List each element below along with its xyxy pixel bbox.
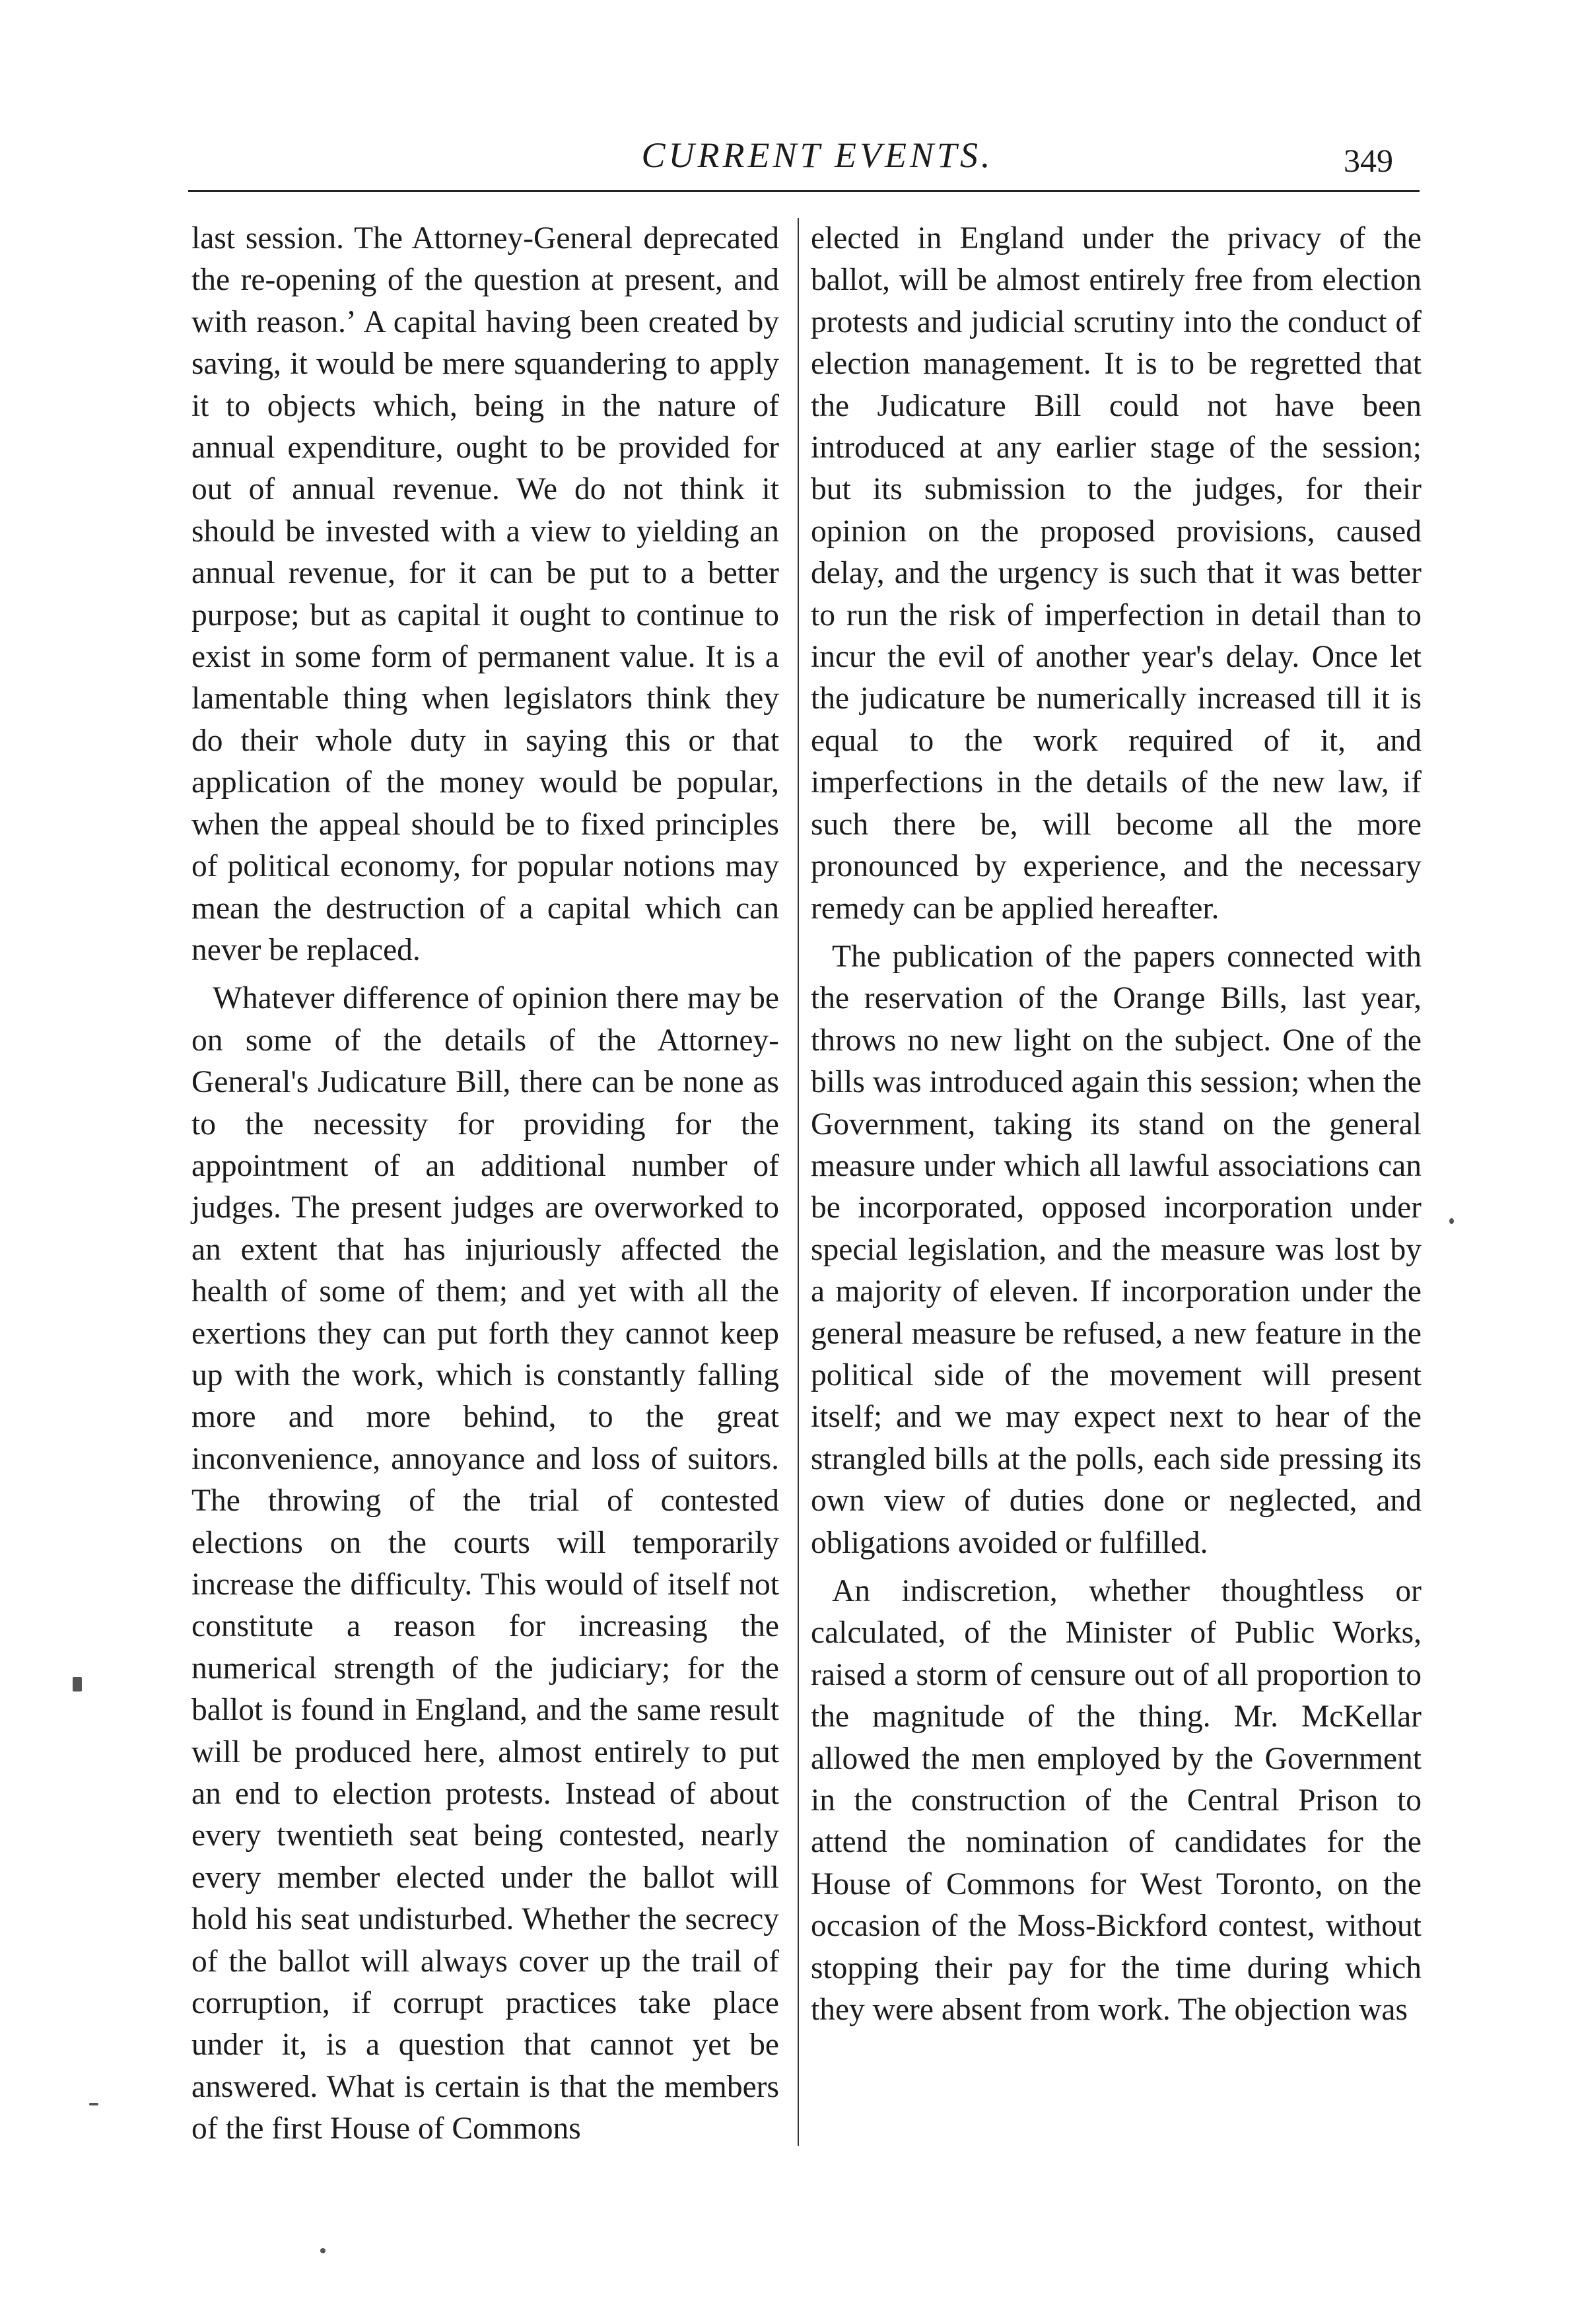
paragraph-left-2: Whatever difference of opinion there may be on some of the details of the Attorney-General's Judicature Bill, there can be none as to the necessity for providing for the appointment of an additional number of judges. The present judges are overworked to an extent that has injuriously affected the health of some of them; and yet with all the exertions they can put forth they cannot keep up with the work, which is constantly falling more and more behind, to the great inconvenience, annoyance and loss of suitors. The throwing of the trial of contested elections on the courts will temporarily increase the difficulty. This would of itself not constitute a reason for increasing the numerical strength of the judiciary; for the ballot is found in England, and the same result will be produced here, almost entirely to put an end to election protests. Instead of about every twentieth seat being contested, nearly every member elected under the ballot will hold his seat undisturbed. Whether the secrecy of the ballot will always cover up the trail of corruption, if corrupt practices take place under it, is a question that cannot yet be answered. What is certain is that the members of the first House of Commons (191, 981, 779, 2146)
right-column (811, 218, 1422, 2031)
page-number: 349 (1344, 142, 1393, 179)
left-column (191, 218, 779, 2150)
header-rule (188, 190, 1420, 192)
scan-speck (1449, 1218, 1454, 1224)
running-title: CURRENT EVENTS. (641, 135, 994, 175)
paragraph-right-2: The publication of the papers connected with the reservation of the Orange Bills, last year, throws no new light on the subject. One of the bills was introduced again this session; when the Government, taking its stand on the general measure under which all lawful associations can be incorporated, opposed incorporation under special legislation, and the measure was lost by a majority of eleven. If incorporation under the general measure be refused, a new feature in the political side of the movement will present itself; and we may expect next to hear of the strangled bills at the polls, each side pressing its own view of duties done or neglected, and obligations avoided or fulfilled. (811, 939, 1422, 1560)
paragraph-left-1: last session. The Attorney-General deprecated the re-opening of the question at present, and with reason.ʼ A capital having been created by saving, it would be mere squandering to apply it to objects which, being in the nature of annual expenditure, ought to be provided for out of annual revenue. We do not think it should be invested with a view to yielding an annual revenue, for it can be put to a better purpose; but as capital it ought to continue to exist in some form of permanent value. It is a lamentable thing when legislators think they do their whole duty in saying this or that application of the money would be popular, when the appeal should be to fixed principles of political economy, for popular notions may mean the destruction of a capital which can never be replaced. (191, 221, 779, 967)
scan-speck (73, 1677, 82, 1692)
paragraph-right-3: An indiscretion, whether thoughtless or calculated, of the Minister of Public Works, raised a storm of censure out of all proportion to the magnitude of the thing. Mr. McKellar allowed the men employed by the Government in the construction of the Central Prison to attend the nomination of candidates for the House of Commons for West Toronto, on the occasion of the Moss-Bickford contest, without stopping their pay for the time during which they were absent from work. The objection was (811, 1574, 1422, 2028)
paragraph-right-1: elected in England under the privacy of the ballot, will be almost entirely free from election protests and judicial scrutiny into the conduct of election management. It is to be regretted that the Judicature Bill could not have been introduced at any earlier stage of the session; but its submission to the judges, for their opinion on the proposed provisions, caused delay, and the urgency is such that it was better to run the risk of imperfection in detail than to incur the evil of another year's delay. Once let the judicature be numerically increased till it is equal to the work required of it, and imperfections in the details of the new law, if such there be, will become all the more pronounced by experience, and the necessary remedy can be applied hereafter. (811, 221, 1422, 926)
page-header (0, 129, 1580, 182)
scan-speck (89, 2103, 98, 2105)
column-divider (798, 218, 799, 2146)
scan-speck (320, 2248, 326, 2253)
